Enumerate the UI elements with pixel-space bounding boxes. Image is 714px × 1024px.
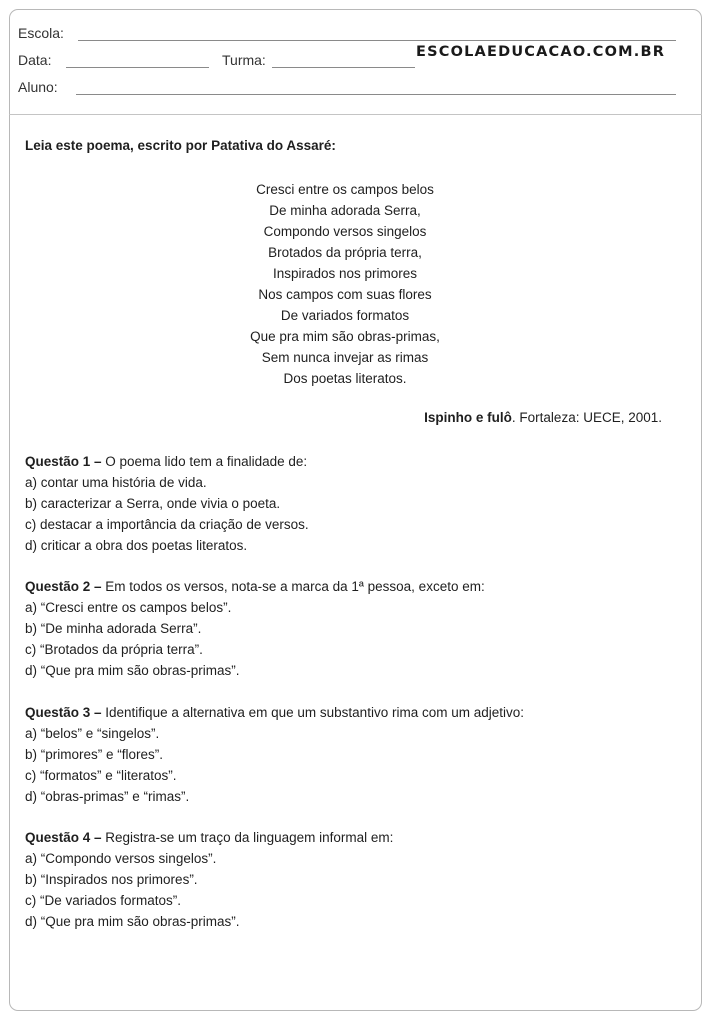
answer-option[interactable]: a) “belos” e “singelos”. <box>25 726 160 741</box>
answer-option[interactable]: d) “Que pra mim são obras-primas”. <box>25 914 240 929</box>
answer-option[interactable]: a) “Compondo versos singelos”. <box>25 851 217 866</box>
question-text: Identifique a alternativa em que um substantivo rima com um adjetivo: <box>101 705 524 720</box>
answer-option[interactable]: c) “De variados formatos”. <box>25 893 182 908</box>
question-4 <box>25 827 393 932</box>
poem <box>150 179 540 389</box>
poem-verse: Inspirados nos primores <box>272 266 418 281</box>
question-title <box>25 827 393 848</box>
question-label: Questão 2 – <box>25 579 102 594</box>
answer-option[interactable]: b) “De minha adorada Serra”. <box>25 621 202 636</box>
date-label: Data: <box>18 52 52 68</box>
question-label: Questão 3 – <box>25 705 102 720</box>
poem-verse: Brotados da própria terra, <box>268 245 422 260</box>
answer-option[interactable]: c) “formatos” e “literatos”. <box>25 768 177 783</box>
answer-option[interactable]: c) destacar a importância da criação de versos. <box>25 517 309 532</box>
question-label: Questão 1 – <box>25 454 102 469</box>
school-row <box>18 25 678 45</box>
class-line[interactable] <box>272 67 415 68</box>
poem-verse: De variados formatos <box>280 308 410 323</box>
source-title: Ispinho e fulô <box>424 410 512 425</box>
poem-intro: Leia este poema, escrito por Patativa do Assaré: <box>25 138 336 153</box>
poem-verse: Que pra mim são obras-primas, <box>250 329 440 344</box>
question-text: Em todos os versos, nota-se a marca da 1ª pessoa, exceto em: <box>101 579 485 594</box>
school-label: Escola: <box>18 25 64 41</box>
source-details: . Fortaleza: UECE, 2001. <box>511 410 662 425</box>
question-title <box>25 576 485 597</box>
poem-verse: Compondo versos singelos <box>263 224 427 239</box>
answer-option[interactable]: a) “Cresci entre os campos belos”. <box>25 600 232 615</box>
school-line[interactable] <box>78 40 676 41</box>
student-line[interactable] <box>76 94 676 95</box>
question-label: Questão 4 – <box>25 830 102 845</box>
question-1 <box>25 451 309 556</box>
class-label: Turma: <box>222 52 266 68</box>
answer-option[interactable]: c) “Brotados da própria terra”. <box>25 642 203 657</box>
answer-option[interactable]: a) contar uma história de vida. <box>25 475 207 490</box>
date-line[interactable] <box>66 67 209 68</box>
site-brand: ESCOLAEDUCACAO.COM.BR <box>416 44 666 60</box>
answer-option[interactable]: d) “obras-primas” e “rimas”. <box>25 789 190 804</box>
poem-verse: Nos campos com suas flores <box>258 287 432 302</box>
question-2 <box>25 576 485 681</box>
question-title <box>25 702 524 723</box>
answer-option[interactable]: b) caracterizar a Serra, onde vivia o poeta. <box>25 496 281 511</box>
answer-option[interactable]: b) “primores” e “flores”. <box>25 747 164 762</box>
date-class-row <box>18 52 418 72</box>
poem-verse: Sem nunca invejar as rimas <box>261 350 429 365</box>
question-text: Registra-se um traço da linguagem informal em: <box>101 830 394 845</box>
poem-source <box>424 410 662 425</box>
question-title <box>25 451 309 472</box>
student-label: Aluno: <box>18 79 58 95</box>
student-row <box>18 79 678 99</box>
question-text: O poema lido tem a finalidade de: <box>101 454 308 469</box>
poem-verse: De minha adorada Serra, <box>269 203 421 218</box>
question-3 <box>25 702 524 807</box>
answer-option[interactable]: d) “Que pra mim são obras-primas”. <box>25 663 240 678</box>
poem-verse: Cresci entre os campos belos <box>256 182 434 197</box>
poem-verse: Dos poetas literatos. <box>283 371 407 386</box>
answer-option[interactable]: d) criticar a obra dos poetas literatos. <box>25 538 248 553</box>
answer-option[interactable]: b) “Inspirados nos primores”. <box>25 872 198 887</box>
